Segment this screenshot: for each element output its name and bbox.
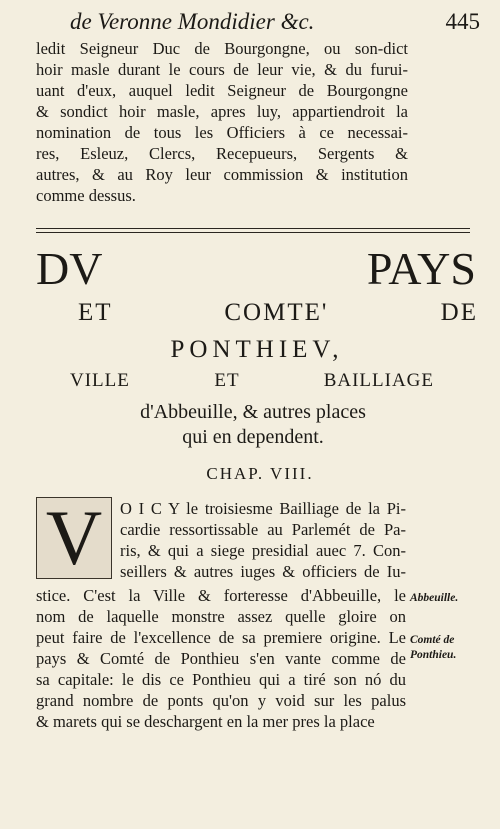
section-title-line-4: VILLE ET BAILLIAGE	[70, 370, 434, 391]
text-line: seillers & autres iuges & officiers de Iu-	[120, 562, 406, 581]
section-title-line-3: PONTHIEV,	[170, 336, 344, 363]
text-line: nomination de tous les Officiers à ce necessai-	[36, 123, 408, 142]
text-line: ledit Seigneur Duc de Bourgongne, ou son-dict	[36, 39, 408, 58]
margin-note-comte: Comté de	[410, 634, 455, 646]
page-number: 445	[445, 9, 480, 34]
text-line: cardie ressortissable au Parlemét de Pa-	[120, 520, 406, 539]
text-line: hoir masle durant le cours de leur vie, & du furui-	[36, 60, 408, 79]
text-line: uant d'eux, auquel ledit Seigneur de Bourgongne	[36, 81, 408, 100]
text-line: & sondict hoir masle, apres luy, appartiendroit la	[36, 102, 408, 121]
text-line: comme dessus.	[36, 186, 136, 205]
decorated-initial	[36, 494, 112, 581]
top-paragraph	[36, 38, 408, 206]
text-line: ris, & qui a siege presidial auec 7. Con-	[120, 541, 406, 560]
text-line: nom de laquelle monstre assez quelle gloire on	[36, 607, 406, 626]
decorated-initial-letter: V	[45, 494, 103, 581]
text-line: & marets qui se deschargent en la mer pres la place	[36, 712, 375, 731]
section-title-line-5: d'Abbeuille, & autres places	[140, 401, 366, 423]
text-line: O I C Y le troisiesme Bailliage de la Pi-	[120, 499, 406, 518]
chapter-text-full	[36, 585, 406, 732]
text-line: pays & Comté de Ponthieu s'en vante comme de	[36, 649, 406, 668]
text-line: autres, & au Roy leur commission & institution	[36, 165, 408, 184]
margin-note-ponthieu: Ponthieu.	[410, 649, 457, 661]
text-line: res, Esleuz, Clercs, Recepueurs, Sergents &	[36, 144, 408, 163]
running-head	[70, 8, 480, 36]
margin-note-abbeuille: Abbeuille.	[410, 592, 459, 604]
text-line: grand nombre de ponts qu'on y void sur les palus	[36, 691, 406, 710]
text-line: peut faire de l'excellence de sa premiere origine. Le	[36, 628, 406, 647]
section-title-line-6: qui en dependent.	[182, 426, 324, 448]
section-rule-top	[36, 228, 470, 229]
chapter-heading: CHAP. VIII.	[206, 464, 314, 483]
text-line: stice. C'est la Ville & forteresse d'Abbeuille, le	[36, 586, 406, 605]
running-head-title: de Veronne Mondidier &c.	[70, 9, 315, 34]
section-rule-bottom	[36, 232, 470, 233]
chapter-text-indented	[120, 498, 406, 582]
section-title-line-2: ET COMTE' DE	[78, 299, 478, 326]
section-title-line-1: DV PAYS	[36, 243, 476, 294]
text-line: sa capitale: le dis ce Ponthieu qui a tiré son nó du	[36, 670, 406, 689]
